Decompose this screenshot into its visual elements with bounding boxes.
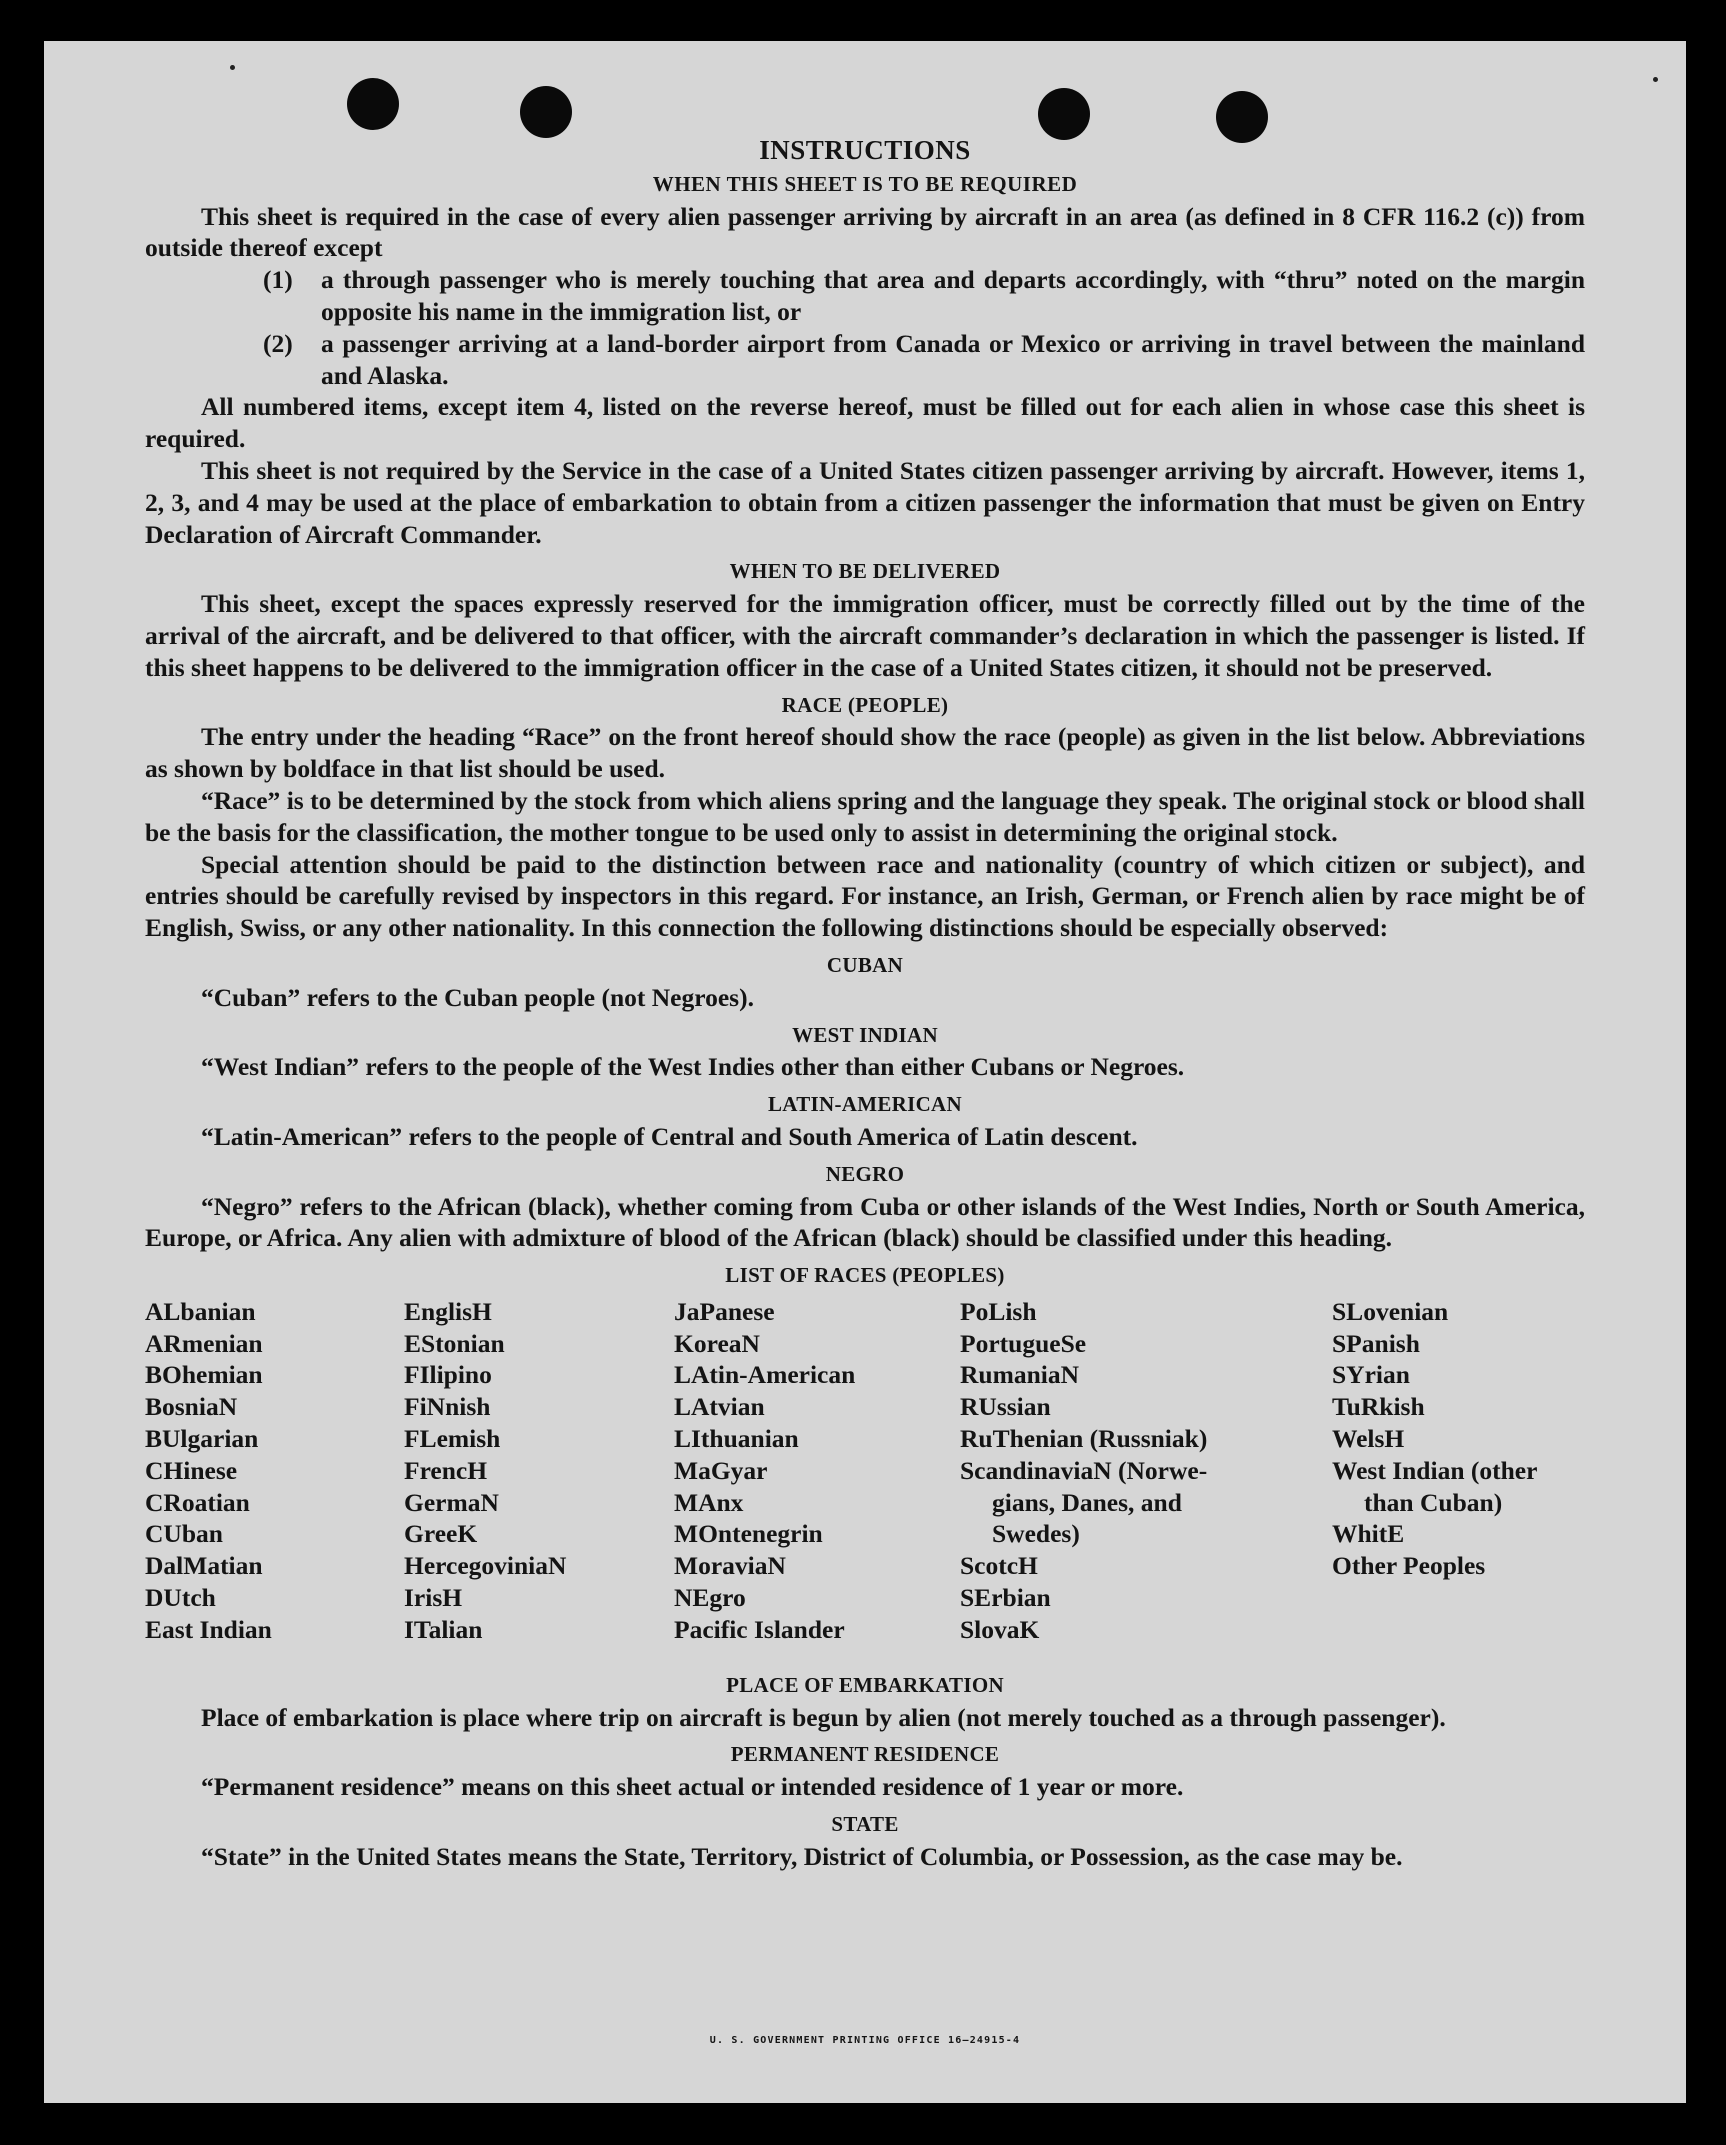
race-item: MaGyar bbox=[674, 1455, 768, 1485]
race-item: SlovaK bbox=[960, 1614, 1040, 1644]
race-item: SYrian bbox=[1332, 1360, 1410, 1390]
paragraph: “Negro” refers to the African (black), whether coming from Cuba or other islands of the West Indies, North or South America, Europe, or Africa. Any alien with admixture of blood of the African (black) should be classified under this heading. bbox=[145, 1191, 1585, 1253]
race-item: PortugueSe bbox=[960, 1328, 1087, 1358]
race-item: West Indian (other bbox=[1332, 1455, 1538, 1485]
item-text: a passenger arriving at a land-border airport from Canada or Mexico or arriving in travel between the mainland and Alaska. bbox=[321, 328, 1585, 390]
race-item: ITalian bbox=[404, 1614, 483, 1644]
race-item: Pacific Islander bbox=[674, 1614, 845, 1644]
punch-hole-1 bbox=[347, 78, 399, 130]
race-item: ScandinaviaN (Norwe- bbox=[960, 1455, 1208, 1485]
section-heading: RACE (PEOPLE) bbox=[781, 692, 949, 717]
document-sheet bbox=[44, 41, 1686, 2103]
race-item: East Indian bbox=[145, 1614, 272, 1644]
race-item: CHinese bbox=[145, 1455, 238, 1485]
list-item bbox=[263, 264, 1585, 328]
section-heading: PERMANENT RESIDENCE bbox=[730, 1742, 1000, 1767]
page-title: INSTRUCTIONS bbox=[759, 135, 971, 165]
race-item: ScotcH bbox=[960, 1551, 1038, 1581]
race-item: PoLish bbox=[960, 1296, 1037, 1326]
race-item: DalMatian bbox=[145, 1551, 263, 1581]
section-heading: STATE bbox=[831, 1812, 899, 1837]
speck bbox=[230, 65, 235, 70]
section-heading: CUBAN bbox=[826, 952, 904, 977]
race-item: MoraviaN bbox=[674, 1551, 786, 1581]
race-item: MAnx bbox=[674, 1487, 744, 1517]
race-item: EStonian bbox=[404, 1328, 505, 1358]
paragraph: “Latin-American” refers to the people of Central and South America of Latin descent. bbox=[201, 1121, 1138, 1151]
race-item: GreeK bbox=[404, 1519, 478, 1549]
paragraph: Special attention should be paid to the distinction between race and nationality (country of which citizen or subject), and entries should be carefully revised by inspectors in this regard. For instance, an Irish, German, or French alien by race might be of English, Swiss, or any other nationality. In this connection the following distinctions should be especially observed: bbox=[145, 849, 1585, 943]
race-column-4 bbox=[960, 1296, 1260, 1646]
race-column-1 bbox=[145, 1296, 272, 1646]
race-item: SErbian bbox=[960, 1583, 1051, 1613]
item-text: a through passenger who is merely touching that area and departs accordingly, with “thru” noted on the margin opposite his name in the immigration list, or bbox=[321, 265, 1585, 326]
race-item-continued: than Cuban) bbox=[1364, 1487, 1503, 1517]
race-item: RumaniaN bbox=[960, 1360, 1080, 1390]
race-item: GermaN bbox=[404, 1487, 499, 1517]
section-heading: LIST OF RACES (PEOPLES) bbox=[725, 1263, 1005, 1288]
race-item: ALbanian bbox=[145, 1296, 256, 1326]
race-item: FiNnish bbox=[404, 1392, 491, 1422]
race-list bbox=[145, 1296, 1585, 1664]
race-item: KoreaN bbox=[674, 1328, 760, 1358]
race-item: FrencH bbox=[404, 1455, 488, 1485]
printer-imprint: U. S. GOVERNMENT PRINTING OFFICE 16—24915-4 bbox=[709, 2035, 1021, 2046]
section-heading: WHEN TO BE DELIVERED bbox=[729, 559, 1001, 584]
paragraph: This sheet is required in the case of every alien passenger arriving by aircraft in an area (as defined in 8 CFR 116.2 (c)) from outside thereof except bbox=[145, 201, 1585, 263]
section-heading: LATIN-AMERICAN bbox=[768, 1092, 962, 1117]
race-item: HercegoviniaN bbox=[404, 1551, 567, 1581]
race-item: TuRkish bbox=[1332, 1392, 1425, 1422]
paragraph: Place of embarkation is place where trip on aircraft is begun by alien (not merely touched as a through passenger). bbox=[201, 1702, 1446, 1732]
race-item: LIthuanian bbox=[674, 1424, 799, 1454]
race-item: ARmenian bbox=[145, 1328, 263, 1358]
section-heading: NEGRO bbox=[825, 1161, 905, 1186]
paragraph: “Race” is to be determined by the stock from which aliens spring and the language they speak. The original stock or blood shall be the basis for the classification, the mother tongue to be used only to assist in determining the original stock. bbox=[145, 785, 1585, 847]
section-heading: PLACE OF EMBARKATION bbox=[726, 1672, 1004, 1697]
item-number: (1) bbox=[263, 265, 293, 295]
paragraph: All numbered items, except item 4, listed on the reverse hereof, must be filled out for each alien in whose case this sheet is required. bbox=[145, 392, 1585, 454]
race-item: LAtvian bbox=[674, 1392, 765, 1422]
race-item: JaPanese bbox=[674, 1296, 775, 1326]
race-column-2 bbox=[404, 1296, 566, 1646]
race-item: EnglisH bbox=[404, 1296, 492, 1326]
race-item: NEgro bbox=[674, 1583, 746, 1613]
race-item: DUtch bbox=[145, 1583, 216, 1613]
paragraph: “West Indian” refers to the people of the West Indies other than either Cubans or Negroes. bbox=[201, 1052, 1185, 1082]
race-item: FLemish bbox=[404, 1424, 501, 1454]
race-item: BUlgarian bbox=[145, 1424, 259, 1454]
instructions-body bbox=[145, 131, 1585, 1873]
race-item: RUssian bbox=[960, 1392, 1051, 1422]
race-item-continued: Swedes) bbox=[992, 1519, 1080, 1549]
race-item: RuThenian (Russniak) bbox=[960, 1424, 1208, 1454]
race-column-3 bbox=[674, 1296, 855, 1646]
race-item: SPanish bbox=[1332, 1328, 1420, 1358]
speck bbox=[1653, 77, 1658, 82]
item-number: (2) bbox=[263, 328, 293, 358]
race-item: IrisH bbox=[404, 1583, 463, 1613]
list-item bbox=[263, 328, 1585, 392]
section-heading: WHEN THIS SHEET IS TO BE REQUIRED bbox=[652, 171, 1078, 196]
race-item: SLovenian bbox=[1332, 1296, 1449, 1326]
paragraph: The entry under the heading “Race” on the front hereof should show the race (people) as given in the list below. Abbreviations as shown by boldface in that list should be used. bbox=[145, 722, 1585, 784]
race-item-continued: gians, Danes, and bbox=[992, 1487, 1182, 1517]
race-item: LAtin-American bbox=[674, 1360, 856, 1390]
paragraph: This sheet is not required by the Service in the case of a United States citizen passenger arriving by aircraft. However, items 1, 2, 3, and 4 may be used at the place of embarkation to obtain from a citizen passenger the information that must be given on Entry Declaration of Aircraft Commander. bbox=[145, 455, 1585, 549]
race-item: WhitE bbox=[1332, 1519, 1405, 1549]
race-item: Other Peoples bbox=[1332, 1551, 1486, 1581]
paragraph: “State” in the United States means the State, Territory, District of Columbia, or Possession, as the case may be. bbox=[201, 1841, 1403, 1871]
race-column-5 bbox=[1332, 1296, 1537, 1582]
race-item: MOntenegrin bbox=[674, 1519, 823, 1549]
race-item: FIlipino bbox=[404, 1360, 492, 1390]
paragraph: “Permanent residence” means on this sheet actual or intended residence of 1 year or more. bbox=[201, 1772, 1184, 1802]
race-item: CRoatian bbox=[145, 1487, 250, 1517]
race-item: WelsH bbox=[1332, 1424, 1405, 1454]
race-item: BOhemian bbox=[145, 1360, 263, 1390]
paragraph: This sheet, except the spaces expressly reserved for the immigration officer, must be correctly filled out by the time of the arrival of the aircraft, and be delivered to that officer, with the aircraft commander’s declaration in which the passenger is listed. If this sheet happens to be delivered to the immigration officer in the case of a United States citizen, it should not be preserved. bbox=[145, 589, 1585, 682]
paragraph: “Cuban” refers to the Cuban people (not Negroes). bbox=[201, 982, 754, 1012]
race-item: CUban bbox=[145, 1519, 223, 1549]
race-item: BosniaN bbox=[145, 1392, 238, 1422]
section-heading: WEST INDIAN bbox=[792, 1022, 938, 1047]
